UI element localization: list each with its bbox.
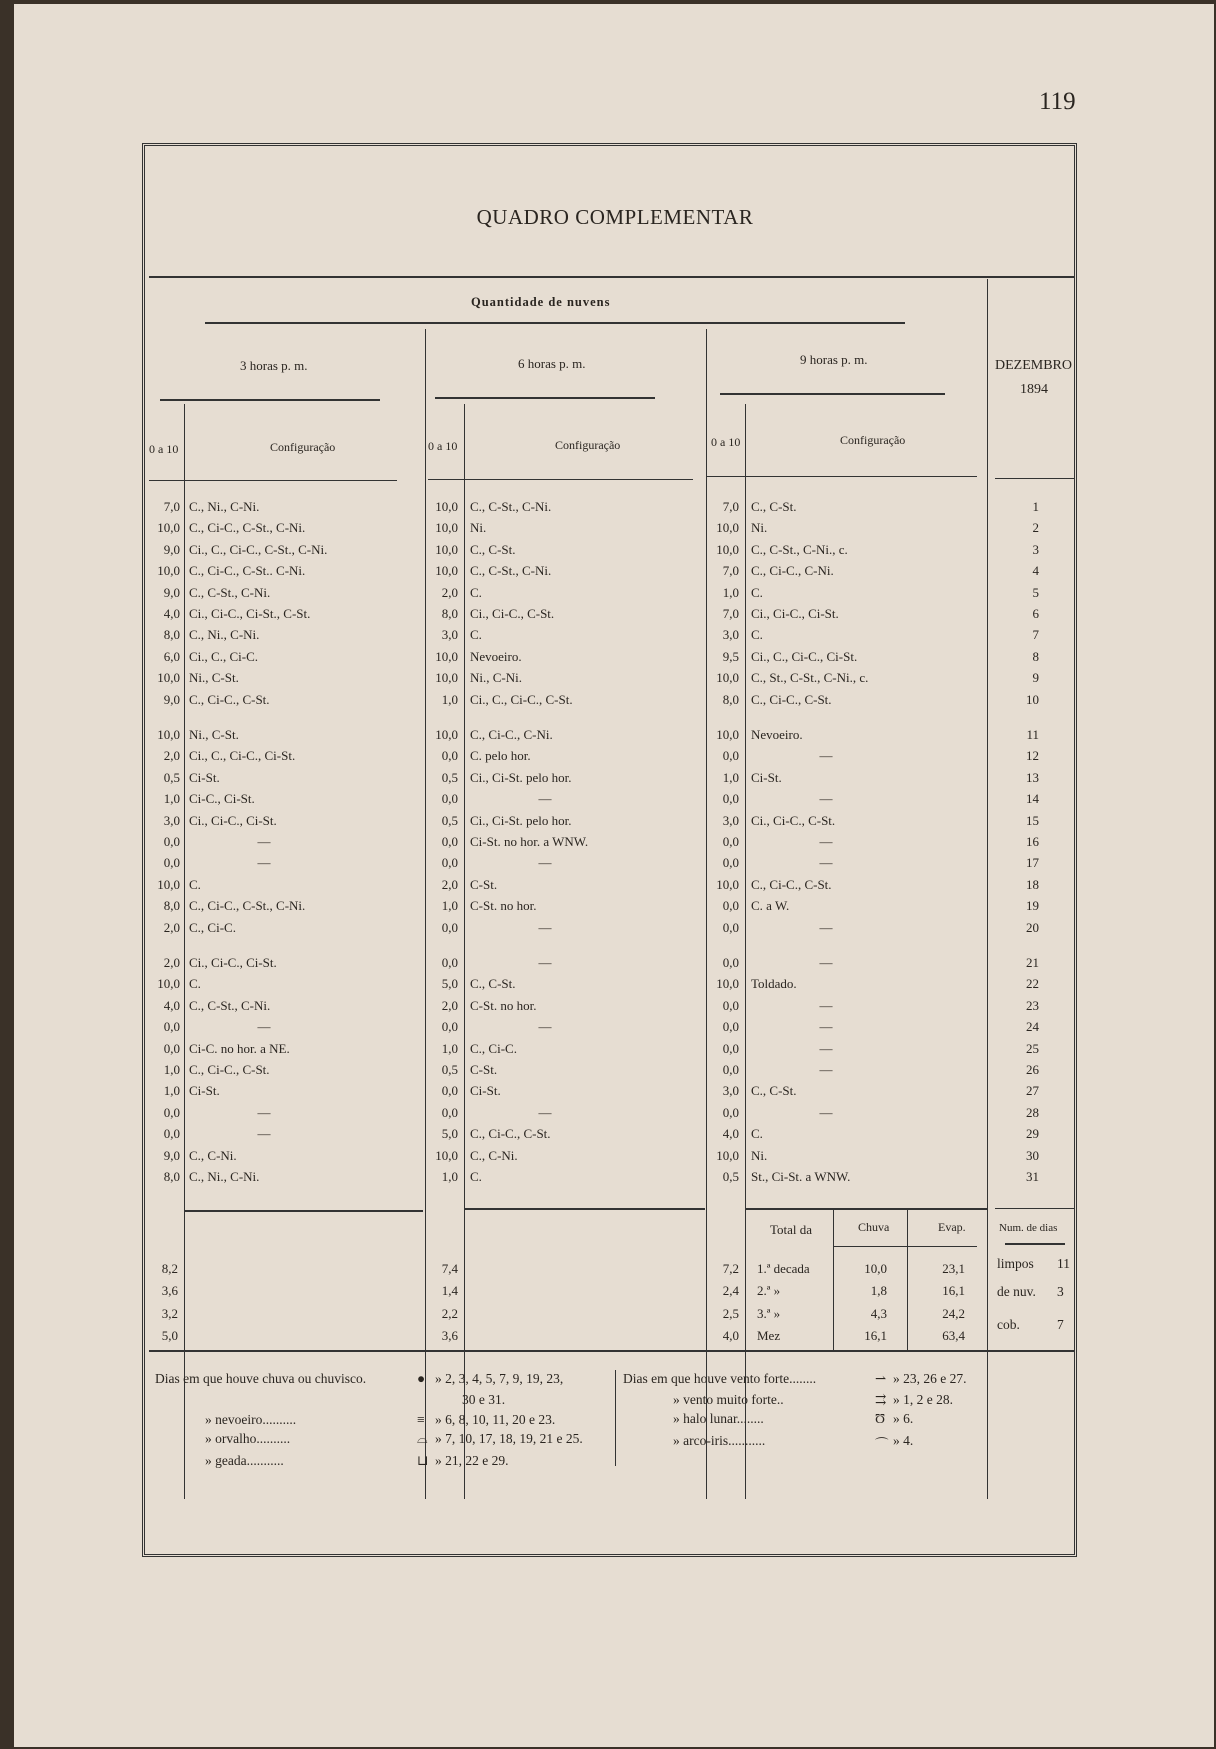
cloud-config-cell: Ci., C., Ci-C., C-St., C-Ni.: [189, 541, 328, 557]
day-cell: 7: [1032, 627, 1039, 643]
cloud-config-cell: Ci-C. no hor. a NE.: [189, 1040, 290, 1056]
cloud-config-cell: C., Ci-C., C-St.: [751, 691, 832, 707]
cloud-amount-cell: 0,0: [722, 1104, 739, 1120]
cloud-amount-cell: 0,0: [441, 919, 458, 935]
cloud-amount-cell: 8,0: [163, 627, 180, 643]
cloud-amount-cell: 1,0: [722, 769, 739, 785]
cloud-amount-cell: 4,0: [163, 997, 180, 1013]
cloud-amount-cell: 10,0: [157, 727, 180, 742]
cloud-config-cell: —: [819, 997, 833, 1013]
cloud-config-cell: Nevoeiro.: [751, 727, 803, 742]
cloud-amount-cell: 0,0: [722, 1062, 739, 1077]
weather-symbol-icon: ⌓: [417, 1431, 428, 1446]
cloud-amount-cell: 9,0: [163, 1147, 180, 1163]
day-cell: 22: [1026, 976, 1039, 992]
cloud-config-cell: C., C-St., C-Ni., c.: [751, 541, 848, 557]
title-rule: [149, 276, 1074, 278]
limpos-value: 11: [1057, 1256, 1070, 1271]
totals-evap-value: 24,2: [942, 1306, 965, 1321]
cloud-config-cell: Ni.: [470, 520, 487, 536]
cloud-config-cell: Ci., Ci-C., Ci-St., C-St.: [189, 606, 311, 621]
cloud-config-cell: C., C-St., C-Ni.: [189, 584, 271, 600]
cloud-amount-cell: 10,0: [716, 727, 739, 742]
day-cell: 24: [1026, 1019, 1039, 1035]
cloud-amount-cell: 0,0: [441, 748, 458, 764]
footnote-label: » arco-iris...........: [673, 1433, 766, 1448]
day-cell: 19: [1026, 898, 1039, 914]
cloud-amount-cell: 5,0: [441, 976, 458, 992]
cloud-config-cell: Nevoeiro.: [470, 648, 522, 664]
cloud-amount-cell: 0,0: [163, 834, 180, 849]
page: [14, 4, 1214, 1747]
day-cell: 14: [1026, 791, 1039, 807]
footnote-days: » 23, 26 e 27.: [893, 1371, 967, 1386]
cloud-config-cell: Ci., Ci-C., C-St.: [751, 812, 836, 828]
totals-period-label: 3.ª »: [757, 1306, 781, 1321]
totals-evap-value: 23,1: [942, 1261, 965, 1276]
totals-chuva-value: 4,3: [870, 1306, 887, 1321]
limpos-label: limpos: [997, 1256, 1034, 1271]
cloud-config-cell: C., Ci-C., C-St.: [189, 1062, 270, 1077]
cloud-amount-cell: 0,0: [722, 1019, 739, 1035]
footnote-label: Dias em que houve vento forte........: [623, 1371, 817, 1386]
cloud-amount-cell: 10,0: [435, 648, 458, 664]
mean-value: 2,2: [441, 1306, 458, 1321]
cloud-config-cell: Ci., Ci-C., Ci-St.: [189, 812, 277, 828]
footnote-days: » 7, 10, 17, 18, 19, 21 e 25.: [435, 1431, 583, 1446]
cloud-amount-cell: 0,0: [163, 1019, 180, 1035]
cloud-amount-cell: 10,0: [157, 876, 180, 892]
day-cell: 12: [1026, 748, 1039, 764]
table-frame: [142, 143, 1077, 1557]
cloud-config-cell: C., C-St., C-Ni.: [470, 499, 552, 514]
nuv-value: 3: [1057, 1284, 1064, 1299]
cloud-amount-cell: 4,0: [163, 606, 180, 621]
cloud-amount-cell: 0,5: [441, 769, 458, 785]
footnote-days: » 4.: [893, 1433, 914, 1448]
cloud-config-cell: C., Ni., C-Ni.: [189, 499, 260, 514]
weather-symbol-icon: ⇀: [875, 1371, 887, 1386]
day-cell: 6: [1032, 606, 1039, 621]
cloud-amount-cell: 0,0: [441, 955, 458, 970]
cloud-amount-cell: 0,0: [441, 1019, 458, 1035]
cloud-amount-cell: 0,0: [722, 791, 739, 807]
cloud-config-cell: Ci-St. no hor. a WNW.: [470, 834, 589, 849]
cloud-amount-cell: 2,0: [441, 584, 458, 600]
day-cell: 20: [1026, 919, 1039, 935]
cloud-config-cell: C., Ni., C-Ni.: [189, 627, 260, 643]
cloud-amount-cell: 10,0: [157, 520, 180, 536]
group-rule: [205, 322, 905, 324]
cloud-amount-cell: 0,5: [722, 1169, 739, 1184]
cloud-amount-cell: 1,0: [163, 791, 180, 807]
footnote-days-continued: 30 e 31.: [462, 1392, 506, 1407]
cloud-amount-cell: 0,0: [441, 834, 458, 849]
day-cell: 16: [1026, 834, 1039, 849]
footnote-label: » geada...........: [205, 1453, 284, 1468]
cloud-amount-cell: 0,5: [163, 769, 180, 785]
cloud-amount-cell: 1,0: [722, 584, 739, 600]
col-config-2: Configuração: [555, 438, 621, 452]
cloud-config-cell: C.: [751, 584, 763, 600]
cloud-amount-cell: 2,0: [441, 997, 458, 1013]
cloud-config-cell: C., Ci-C.: [470, 1040, 517, 1056]
cloud-config-cell: —: [538, 791, 552, 807]
cloud-config-cell: C., Ci-C., C-St., C-Ni.: [189, 898, 306, 914]
cloud-config-cell: Ci-St.: [751, 769, 782, 785]
cloud-config-cell: C.: [751, 1126, 763, 1142]
cloud-amount-cell: 0,0: [163, 1040, 180, 1056]
cloud-amount-cell: 0,0: [722, 748, 739, 764]
cloud-config-cell: C.: [470, 584, 482, 600]
cloud-config-cell: —: [819, 1062, 833, 1077]
cloud-config-cell: —: [819, 834, 833, 849]
cloud-config-cell: C. a W.: [751, 898, 790, 914]
cloud-amount-cell: 4,0: [722, 1126, 739, 1142]
cloud-amount-cell: 10,0: [435, 563, 458, 579]
cloud-config-cell: —: [257, 834, 271, 849]
cloud-config-cell: —: [257, 1019, 271, 1035]
cloud-amount-cell: 3,0: [441, 627, 458, 643]
cloud-config-cell: C., St., C-St., C-Ni., c.: [751, 670, 869, 686]
cloud-amount-cell: 10,0: [435, 727, 458, 742]
cloud-config-cell: C-St.: [470, 876, 498, 892]
cloud-config-cell: Ci-St.: [189, 1083, 220, 1099]
cloud-amount-cell: 3,0: [722, 1083, 739, 1099]
col-scale-1: 0 a 10: [149, 442, 179, 456]
cloud-amount-cell: 10,0: [157, 563, 180, 579]
cloud-config-cell: Ci., Ci-C., Ci-St.: [189, 955, 277, 970]
cloud-config-cell: St., Ci-St. a WNW.: [751, 1169, 851, 1184]
cloud-amount-cell: 1,0: [163, 1062, 180, 1077]
cloud-amount-cell: 1,0: [441, 898, 458, 914]
cloud-amount-cell: 8,0: [441, 606, 458, 621]
weather-symbol-icon: ≡: [417, 1412, 425, 1427]
cloud-amount-cell: 0,0: [722, 955, 739, 970]
cloud-amount-cell: 10,0: [435, 499, 458, 514]
cloud-amount-cell: 0,0: [722, 919, 739, 935]
footnote-days: » 21, 22 e 29.: [435, 1453, 509, 1468]
cob-label: cob.: [997, 1317, 1020, 1332]
nuv-label: de nuv.: [997, 1284, 1036, 1299]
mean-value: 7,2: [722, 1261, 739, 1276]
cloud-amount-cell: 9,0: [163, 691, 180, 707]
cloud-amount-cell: 0,0: [722, 1040, 739, 1056]
cloud-amount-cell: 10,0: [716, 976, 739, 992]
cloud-amount-cell: 10,0: [716, 876, 739, 892]
cloud-amount-cell: 0,0: [441, 1083, 458, 1099]
period-6pm: 6 horas p. m.: [518, 356, 586, 371]
cloud-amount-cell: 2,0: [441, 876, 458, 892]
weather-symbol-icon: ●: [417, 1371, 426, 1386]
mean-value: 7,4: [441, 1261, 458, 1276]
day-cell: 26: [1026, 1062, 1039, 1077]
cloud-amount-cell: 9,0: [163, 584, 180, 600]
cloud-config-cell: C-St. no hor.: [470, 997, 537, 1013]
cloud-config-cell: C-St. no hor.: [470, 898, 537, 914]
cloud-config-cell: —: [819, 1040, 833, 1056]
footnote-days: » 1, 2 e 28.: [893, 1392, 953, 1407]
day-cell: 31: [1026, 1169, 1039, 1184]
cloud-amount-cell: 10,0: [716, 541, 739, 557]
day-cell: 4: [1032, 563, 1039, 579]
cloud-config-cell: —: [538, 919, 552, 935]
period-3pm: 3 horas p. m.: [240, 358, 308, 373]
cloud-config-cell: C., C-St.: [751, 1083, 797, 1099]
cloud-amount-cell: 0,0: [441, 791, 458, 807]
cloud-config-cell: —: [819, 1104, 833, 1120]
cloud-config-cell: Ci., C., Ci-C., C-St.: [470, 691, 573, 707]
month-label: DEZEMBRO: [995, 358, 1072, 373]
cloud-config-cell: —: [538, 855, 552, 871]
footnote-label: » orvalho..........: [205, 1431, 291, 1446]
cloud-amount-cell: 1,0: [441, 1040, 458, 1056]
cloud-config-cell: C.: [751, 627, 763, 643]
cloud-config-cell: Ci., Ci-St. pelo hor.: [470, 769, 572, 785]
totals-evap-value: 63,4: [942, 1328, 965, 1343]
footnote-label: » halo lunar........: [673, 1411, 764, 1426]
mean-value: 3,6: [441, 1328, 458, 1343]
col-config-3: Configuração: [840, 433, 906, 447]
footnote-days: » 6.: [893, 1411, 914, 1426]
cloud-amount-cell: 10,0: [157, 670, 180, 686]
cloud-amount-cell: 7,0: [722, 499, 739, 514]
cloud-amount-cell: 7,0: [163, 499, 180, 514]
cloud-amount-cell: 3,0: [722, 627, 739, 643]
cloud-amount-cell: 9,0: [163, 541, 180, 557]
cloud-config-cell: Ci., Ci-C., Ci-St.: [751, 606, 839, 621]
cloud-amount-cell: 10,0: [716, 1147, 739, 1163]
cloud-config-cell: C., C-Ni.: [189, 1147, 237, 1163]
cloud-amount-cell: 0,0: [441, 855, 458, 871]
cloud-amount-cell: 0,0: [722, 997, 739, 1013]
cloud-config-cell: —: [819, 791, 833, 807]
cloud-config-cell: C., C-St., C-Ni.: [470, 563, 552, 579]
cloud-config-cell: —: [819, 955, 833, 970]
cloud-amount-cell: 8,0: [722, 691, 739, 707]
group-header: Quantidade de nuvens: [471, 295, 611, 309]
day-cell: 13: [1026, 769, 1039, 785]
cloud-amount-cell: 1,0: [441, 691, 458, 707]
cloud-config-cell: Ci., C., Ci-C., Ci-St.: [189, 748, 296, 764]
totals-period-label: 1.ª decada: [757, 1261, 810, 1276]
mean-value: 2,4: [722, 1283, 739, 1298]
day-cell: 3: [1032, 541, 1039, 557]
cloud-amount-cell: 0,0: [722, 898, 739, 914]
weather-symbol-icon: ⊔: [417, 1453, 429, 1468]
cloud-amount-cell: 9,5: [722, 648, 739, 664]
cloud-config-cell: Ni.: [751, 1147, 768, 1163]
weather-symbol-icon: Ʊ: [875, 1411, 886, 1426]
cloud-amount-cell: 5,0: [441, 1126, 458, 1142]
cloud-config-cell: —: [819, 748, 833, 764]
cloud-config-cell: C., C-St.: [470, 976, 516, 992]
cloud-amount-cell: 3,0: [163, 812, 180, 828]
cloud-amount-cell: 8,0: [163, 1169, 180, 1184]
year-label: 1894: [1020, 382, 1048, 397]
cloud-amount-cell: 7,0: [722, 563, 739, 579]
totals-label-header: Total da: [770, 1222, 813, 1237]
col-scale-3: 0 a 10: [711, 435, 741, 449]
weather-symbol-icon: ⌒: [875, 1437, 889, 1452]
day-cell: 10: [1026, 691, 1039, 707]
day-cell: 2: [1032, 520, 1039, 536]
cloud-config-cell: —: [257, 1104, 271, 1120]
cloud-config-cell: C., Ci-C., C-St.: [470, 1126, 551, 1142]
day-cell: 21: [1026, 955, 1039, 970]
cloud-amount-cell: 0,5: [441, 812, 458, 828]
totals-period-label: 2.ª »: [757, 1283, 781, 1298]
day-cell: 11: [1026, 727, 1039, 742]
footnote-label: » vento muito forte..: [673, 1392, 784, 1407]
cloud-amount-cell: 10,0: [435, 520, 458, 536]
day-cell: 5: [1032, 584, 1039, 600]
cloud-amount-cell: 0,0: [722, 855, 739, 871]
cloud-config-cell: C., Ci-C., C-St.. C-Ni.: [189, 563, 306, 579]
totals-evap-value: 16,1: [942, 1283, 965, 1298]
weather-symbol-icon: ⇉: [875, 1392, 887, 1407]
cloud-config-cell: C.: [470, 1169, 482, 1184]
totals-chuva-value: 10,0: [864, 1261, 887, 1276]
cloud-amount-cell: 0,0: [163, 1104, 180, 1120]
cloud-amount-cell: 0,5: [441, 1062, 458, 1077]
footnote-label: Dias em que houve chuva ou chuvisco.: [155, 1371, 367, 1386]
totals-chuva-header: Chuva: [858, 1220, 890, 1234]
day-cell: 28: [1026, 1104, 1039, 1120]
cloud-config-cell: —: [257, 1126, 271, 1142]
cloud-amount-cell: 10,0: [435, 1147, 458, 1163]
cloud-config-cell: C.: [189, 976, 201, 992]
table-title: QUADRO COMPLEMENTAR: [476, 205, 754, 229]
cloud-amount-cell: 10,0: [435, 670, 458, 686]
cloud-config-cell: —: [257, 855, 271, 871]
day-cell: 27: [1026, 1083, 1039, 1099]
day-cell: 23: [1026, 997, 1039, 1013]
day-cell: 8: [1032, 648, 1039, 664]
cloud-config-cell: —: [538, 1019, 552, 1035]
col-config-1: Configuração: [270, 440, 336, 454]
cloud-amount-cell: 2,0: [163, 919, 180, 935]
cloud-config-cell: Ci., Ci-C., C-St.: [470, 606, 555, 621]
mean-value: 8,2: [161, 1261, 178, 1276]
cloud-config-cell: C-St.: [470, 1062, 498, 1077]
cob-value: 7: [1057, 1317, 1064, 1332]
footnote-label: » nevoeiro..........: [205, 1412, 297, 1427]
period-9pm: 9 horas p. m.: [800, 352, 868, 367]
totals-evap-header: Evap.: [938, 1220, 966, 1234]
cloud-config-cell: —: [538, 1104, 552, 1120]
col-scale-2: 0 a 10: [428, 439, 458, 453]
cloud-config-cell: C., C-St., C-Ni.: [189, 997, 271, 1013]
cloud-amount-cell: 0,0: [163, 855, 180, 871]
day-cell: 25: [1026, 1040, 1039, 1056]
mean-value: 3,2: [161, 1306, 178, 1321]
day-cell: 30: [1026, 1147, 1039, 1163]
cloud-config-cell: C., Ci-C., C-St., C-Ni.: [189, 520, 306, 536]
cloud-config-cell: Ci-C., Ci-St.: [189, 791, 255, 807]
cloud-config-cell: C., Ci-C.: [189, 919, 236, 935]
cloud-config-cell: C., Ci-C., C-St.: [751, 876, 832, 892]
day-cell: 17: [1026, 855, 1039, 871]
cloud-config-cell: Ci-St.: [470, 1083, 501, 1099]
footnote-days: » 6, 8, 10, 11, 20 e 23.: [435, 1412, 556, 1427]
totals-chuva-value: 16,1: [864, 1328, 887, 1343]
page-number: 119: [1039, 88, 1076, 115]
cloud-config-cell: Ni., C-St.: [189, 727, 239, 742]
cloud-amount-cell: 10,0: [716, 520, 739, 536]
cloud-config-cell: C. pelo hor.: [470, 748, 531, 764]
cloud-amount-cell: 0,0: [441, 1104, 458, 1120]
cloud-config-cell: Ci., C., Ci-C., Ci-St.: [751, 648, 858, 664]
mean-value: 3,6: [161, 1283, 178, 1298]
cloud-config-cell: Toldado.: [751, 976, 797, 992]
day-cell: 29: [1026, 1126, 1039, 1142]
cloud-amount-cell: 7,0: [722, 606, 739, 621]
cloud-amount-cell: 1,0: [163, 1083, 180, 1099]
cloud-amount-cell: 10,0: [157, 976, 180, 992]
cloud-amount-cell: 10,0: [435, 541, 458, 557]
cloud-amount-cell: 2,0: [163, 955, 180, 970]
cloud-config-cell: —: [819, 1019, 833, 1035]
cloud-config-cell: C., Ci-C., C-Ni.: [751, 563, 834, 579]
cloud-config-cell: C., Ci-C., C-St.: [189, 691, 270, 707]
cloud-config-cell: Ci-St.: [189, 769, 220, 785]
cloud-amount-cell: 3,0: [722, 812, 739, 828]
cloud-config-cell: Ni.: [751, 520, 768, 536]
cloud-config-cell: C., C-St.: [470, 541, 516, 557]
mean-value: 5,0: [161, 1328, 178, 1343]
day-cell: 15: [1026, 812, 1039, 828]
cloud-config-cell: Ci., C., Ci-C.: [189, 648, 258, 664]
cloud-amount-cell: 2,0: [163, 748, 180, 764]
mean-value: 4,0: [722, 1328, 739, 1343]
footnote-days: » 2, 3, 4, 5, 7, 9, 19, 23,: [435, 1371, 564, 1386]
cloud-amount-cell: 6,0: [163, 648, 180, 664]
cloud-config-cell: C., Ni., C-Ni.: [189, 1169, 260, 1184]
day-cell: 9: [1032, 670, 1039, 686]
cloud-amount-cell: 0,0: [722, 834, 739, 849]
cloud-amount-cell: 10,0: [716, 670, 739, 686]
cloud-config-cell: Ci., Ci-St. pelo hor.: [470, 812, 572, 828]
cloud-amount-cell: 8,0: [163, 898, 180, 914]
cloud-amount-cell: 1,0: [441, 1169, 458, 1184]
mean-value: 2,5: [722, 1306, 739, 1321]
cloud-config-cell: Ni., C-Ni.: [470, 670, 522, 686]
cloud-config-cell: C., C-Ni.: [470, 1147, 518, 1163]
cloud-config-cell: C.: [189, 876, 201, 892]
cloud-config-cell: Ni., C-St.: [189, 670, 239, 686]
num-dias-header: Num. de dias: [999, 1222, 1058, 1234]
day-cell: 1: [1032, 499, 1039, 514]
totals-chuva-value: 1,8: [870, 1283, 887, 1298]
cloud-config-cell: C., C-St.: [751, 499, 797, 514]
day-cell: 18: [1026, 876, 1039, 892]
totals-period-label: Mez: [757, 1328, 781, 1343]
cloud-config-cell: —: [819, 855, 833, 871]
cloud-config-cell: —: [538, 955, 552, 970]
cloud-config-cell: —: [819, 919, 833, 935]
cloud-amount-cell: 0,0: [163, 1126, 180, 1142]
mean-value: 1,4: [441, 1283, 458, 1298]
cloud-config-cell: C.: [470, 627, 482, 643]
cloud-config-cell: C., Ci-C., C-Ni.: [470, 727, 553, 742]
